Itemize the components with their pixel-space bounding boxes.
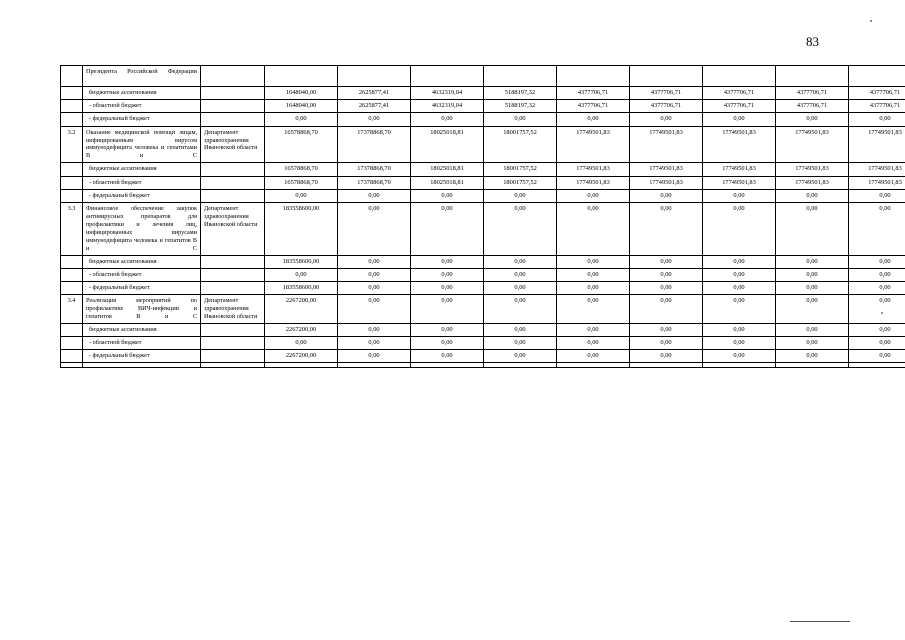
- row-value-cell: 2267200,00: [265, 295, 338, 324]
- table-row: [61, 255, 905, 268]
- row-value-cell: 0,00: [557, 350, 630, 363]
- row-value-cell: 0,00: [776, 189, 849, 202]
- table-row: [61, 113, 905, 126]
- row-number-cell: [61, 87, 83, 100]
- row-value-cell: 17749501,83: [557, 176, 630, 189]
- row-value-cell: [557, 363, 630, 368]
- row-value-cell: 0,00: [338, 337, 411, 350]
- table-row: [61, 350, 905, 363]
- row-department-cell: [201, 268, 265, 281]
- row-value-cell: [411, 363, 484, 368]
- row-value-cell: 0,00: [411, 189, 484, 202]
- row-value-cell: 0,00: [411, 295, 484, 324]
- table-row: [61, 87, 905, 100]
- table-row: [61, 202, 905, 255]
- row-value-cell: 0,00: [849, 202, 905, 255]
- row-department-cell: Департамент здравоохранения Ивановской области: [201, 202, 265, 255]
- row-value-cell: 1648040,00: [265, 87, 338, 100]
- row-department-cell: [201, 176, 265, 189]
- row-value-cell: 0,00: [411, 255, 484, 268]
- row-value-cell: 183558600,00: [265, 255, 338, 268]
- row-value-cell: 0,00: [849, 323, 905, 336]
- budget-table: [60, 65, 905, 368]
- row-value-cell: 4377706,71: [776, 87, 849, 100]
- row-value-cell: 0,00: [703, 268, 776, 281]
- row-value-cell: 0,00: [776, 113, 849, 126]
- row-value-cell: 0,00: [557, 202, 630, 255]
- row-value-cell: 0,00: [849, 268, 905, 281]
- row-value-cell: 0,00: [338, 113, 411, 126]
- row-value-cell: 0,00: [557, 255, 630, 268]
- row-value-cell: 0,00: [265, 189, 338, 202]
- row-department-cell: [201, 337, 265, 350]
- row-department-cell: [201, 350, 265, 363]
- row-value-cell: 0,00: [703, 281, 776, 294]
- row-number-cell: [61, 113, 83, 126]
- row-value-cell: 17749501,83: [703, 176, 776, 189]
- row-value-cell: 0,00: [776, 323, 849, 336]
- row-value-cell: 183558600,00: [265, 281, 338, 294]
- row-value-cell: 0,00: [411, 281, 484, 294]
- row-value-cell: 4377706,71: [776, 100, 849, 113]
- row-value-cell: 17749501,83: [776, 176, 849, 189]
- row-value-cell: 17749501,83: [557, 126, 630, 163]
- row-number-cell: [61, 176, 83, 189]
- row-value-cell: 18001757,52: [484, 126, 557, 163]
- row-value-cell: 17749501,83: [630, 176, 703, 189]
- row-value-cell: 16578868,70: [265, 163, 338, 176]
- row-value-cell: 0,00: [776, 350, 849, 363]
- row-number-cell: 3.3: [61, 202, 83, 255]
- row-value-cell: [703, 66, 776, 87]
- row-number-cell: [61, 100, 83, 113]
- row-value-cell: 0,00: [630, 255, 703, 268]
- page-number: 83: [806, 34, 819, 49]
- row-value-cell: 0,00: [338, 202, 411, 255]
- row-value-cell: 18025018,81: [411, 176, 484, 189]
- row-value-cell: 0,00: [484, 202, 557, 255]
- row-value-cell: 0,00: [484, 255, 557, 268]
- row-value-cell: 0,00: [849, 189, 905, 202]
- row-value-cell: 0,00: [703, 255, 776, 268]
- row-value-cell: [703, 363, 776, 368]
- row-value-cell: 0,00: [557, 295, 630, 324]
- row-value-cell: [484, 66, 557, 87]
- row-value-cell: 4632319,04: [411, 87, 484, 100]
- row-value-cell: [849, 66, 905, 87]
- row-value-cell: 0,00: [849, 337, 905, 350]
- row-value-cell: 0,00: [703, 337, 776, 350]
- row-value-cell: 0,00: [776, 337, 849, 350]
- row-name-cell: бюджетные ассигнования: [83, 255, 201, 268]
- row-value-cell: 16578868,70: [265, 176, 338, 189]
- row-value-cell: 4377706,71: [849, 100, 905, 113]
- row-value-cell: 0,00: [484, 281, 557, 294]
- table-row: [61, 126, 905, 163]
- row-value-cell: 0,00: [703, 350, 776, 363]
- row-value-cell: 0,00: [411, 337, 484, 350]
- row-value-cell: 0,00: [703, 189, 776, 202]
- row-department-cell: [201, 113, 265, 126]
- row-value-cell: 0,00: [484, 189, 557, 202]
- row-name-cell: - федеральный бюджет: [83, 189, 201, 202]
- row-value-cell: 0,00: [484, 113, 557, 126]
- table-row: [61, 323, 905, 336]
- row-value-cell: 17749501,83: [849, 176, 905, 189]
- table-row: [61, 163, 905, 176]
- row-value-cell: 0,00: [849, 295, 905, 324]
- row-number-cell: 3.4: [61, 295, 83, 324]
- row-value-cell: 0,00: [630, 350, 703, 363]
- row-value-cell: [411, 66, 484, 87]
- row-value-cell: 0,00: [411, 268, 484, 281]
- row-value-cell: 0,00: [338, 350, 411, 363]
- row-value-cell: 0,00: [776, 202, 849, 255]
- row-value-cell: 0,00: [557, 337, 630, 350]
- row-value-cell: 0,00: [776, 255, 849, 268]
- table-row: [61, 268, 905, 281]
- row-department-cell: [201, 323, 265, 336]
- row-value-cell: 0,00: [265, 337, 338, 350]
- row-value-cell: 0,00: [630, 337, 703, 350]
- row-value-cell: [630, 66, 703, 87]
- row-department-cell: [201, 281, 265, 294]
- row-value-cell: 0,00: [630, 281, 703, 294]
- row-value-cell: 0,00: [484, 268, 557, 281]
- table-row: [61, 363, 905, 368]
- row-value-cell: 4377706,71: [703, 87, 776, 100]
- row-number-cell: [61, 323, 83, 336]
- row-name-cell: - областной бюджет: [83, 268, 201, 281]
- row-value-cell: 0,00: [703, 323, 776, 336]
- table-row: [61, 337, 905, 350]
- row-value-cell: 16578868,70: [265, 126, 338, 163]
- row-value-cell: 4377706,71: [849, 87, 905, 100]
- row-value-cell: 0,00: [338, 255, 411, 268]
- row-value-cell: 0,00: [484, 295, 557, 324]
- row-name-cell: - областной бюджет: [83, 337, 201, 350]
- row-value-cell: 17749501,83: [776, 126, 849, 163]
- row-name-cell: Президента Российской Федерации: [83, 66, 201, 87]
- row-name-cell: Оказание медицинской помощи лицам, инфицированным вирусом иммунодефицита человека и гепатитами B и C: [83, 126, 201, 163]
- row-name-cell: [83, 363, 201, 368]
- row-value-cell: [265, 363, 338, 368]
- row-value-cell: 0,00: [265, 113, 338, 126]
- row-name-cell: бюджетные ассигнования: [83, 323, 201, 336]
- row-value-cell: 4377706,71: [703, 100, 776, 113]
- row-value-cell: 5188197,32: [484, 100, 557, 113]
- row-value-cell: 0,00: [557, 113, 630, 126]
- row-value-cell: 17749501,83: [557, 163, 630, 176]
- row-value-cell: [630, 363, 703, 368]
- row-value-cell: 17749501,83: [630, 163, 703, 176]
- table-body: [61, 66, 905, 368]
- row-value-cell: 17749501,83: [703, 126, 776, 163]
- row-value-cell: 0,00: [557, 189, 630, 202]
- row-department-cell: Департамент здравоохранения Ивановской области: [201, 295, 265, 324]
- row-number-cell: [61, 163, 83, 176]
- row-name-cell: Финансовое обеспечение закупок антивирусных препаратов для профилактики и лечения лиц, инфицированных вирусами иммунодефицита человека и гепатитов B и C: [83, 202, 201, 255]
- row-value-cell: 183558600,00: [265, 202, 338, 255]
- row-value-cell: 0,00: [557, 268, 630, 281]
- row-value-cell: 17378868,70: [338, 126, 411, 163]
- row-value-cell: 0,00: [630, 323, 703, 336]
- row-value-cell: 2625877,41: [338, 87, 411, 100]
- row-value-cell: 17378868,70: [338, 163, 411, 176]
- row-value-cell: 0,00: [338, 189, 411, 202]
- row-number-cell: [61, 363, 83, 368]
- row-number-cell: [61, 268, 83, 281]
- row-value-cell: 18001757,52: [484, 163, 557, 176]
- row-value-cell: 1648040,00: [265, 100, 338, 113]
- row-department-cell: [201, 100, 265, 113]
- row-value-cell: 0,00: [338, 281, 411, 294]
- row-number-cell: [61, 189, 83, 202]
- row-value-cell: 0,00: [411, 113, 484, 126]
- row-value-cell: [776, 66, 849, 87]
- row-value-cell: 0,00: [630, 268, 703, 281]
- row-value-cell: 0,00: [630, 295, 703, 324]
- row-value-cell: 4377706,71: [557, 100, 630, 113]
- row-name-cell: бюджетные ассигнования: [83, 87, 201, 100]
- row-number-cell: 3.2: [61, 126, 83, 163]
- row-number-cell: [61, 255, 83, 268]
- row-value-cell: 0,00: [557, 281, 630, 294]
- row-value-cell: 4377706,71: [630, 100, 703, 113]
- row-name-cell: - федеральный бюджет: [83, 113, 201, 126]
- row-number-cell: [61, 337, 83, 350]
- row-value-cell: 0,00: [849, 350, 905, 363]
- row-value-cell: 0,00: [849, 113, 905, 126]
- row-value-cell: 0,00: [849, 255, 905, 268]
- row-department-cell: Департамент здравоохранения Ивановской области: [201, 126, 265, 163]
- table-row: [61, 295, 905, 324]
- row-value-cell: 2625877,41: [338, 100, 411, 113]
- row-value-cell: 0,00: [849, 281, 905, 294]
- row-name-cell: - областной бюджет: [83, 176, 201, 189]
- row-value-cell: 0,00: [338, 268, 411, 281]
- row-value-cell: 0,00: [265, 268, 338, 281]
- row-value-cell: 0,00: [411, 323, 484, 336]
- row-value-cell: 17749501,83: [849, 163, 905, 176]
- table-row: [61, 281, 905, 294]
- printer-mark-bottom-right: [790, 621, 850, 622]
- row-value-cell: 0,00: [411, 350, 484, 363]
- row-value-cell: 0,00: [776, 281, 849, 294]
- row-value-cell: 4377706,71: [557, 87, 630, 100]
- row-department-cell: [201, 363, 265, 368]
- row-value-cell: 0,00: [703, 202, 776, 255]
- row-value-cell: 17749501,83: [703, 163, 776, 176]
- row-value-cell: 0,00: [630, 202, 703, 255]
- row-value-cell: [338, 363, 411, 368]
- table-row: [61, 66, 905, 87]
- row-value-cell: 0,00: [338, 323, 411, 336]
- row-name-cell: - федеральный бюджет: [83, 350, 201, 363]
- row-name-cell: Реализация мероприятий по профилактике ВИЧ-инфекции и гепатитов B и C: [83, 295, 201, 324]
- row-value-cell: [557, 66, 630, 87]
- row-value-cell: 0,00: [484, 323, 557, 336]
- row-value-cell: 0,00: [703, 113, 776, 126]
- row-value-cell: [776, 363, 849, 368]
- row-value-cell: [849, 363, 905, 368]
- row-value-cell: 0,00: [411, 202, 484, 255]
- row-value-cell: 0,00: [776, 295, 849, 324]
- row-value-cell: 0,00: [484, 337, 557, 350]
- row-number-cell: [61, 350, 83, 363]
- printer-mark-top-right: [870, 20, 872, 22]
- row-value-cell: 4377706,71: [630, 87, 703, 100]
- row-name-cell: - областной бюджет: [83, 100, 201, 113]
- table-row: [61, 176, 905, 189]
- table-row: [61, 100, 905, 113]
- row-value-cell: 17378868,70: [338, 176, 411, 189]
- row-name-cell: - федеральный бюджет: [83, 281, 201, 294]
- row-value-cell: 17749501,83: [630, 126, 703, 163]
- row-value-cell: 5188197,32: [484, 87, 557, 100]
- row-department-cell: [201, 66, 265, 87]
- row-number-cell: [61, 281, 83, 294]
- row-value-cell: 17749501,83: [776, 163, 849, 176]
- row-value-cell: [265, 66, 338, 87]
- row-value-cell: [484, 363, 557, 368]
- row-department-cell: [201, 163, 265, 176]
- row-value-cell: [338, 66, 411, 87]
- row-department-cell: [201, 255, 265, 268]
- row-department-cell: [201, 189, 265, 202]
- row-value-cell: 18001757,52: [484, 176, 557, 189]
- row-value-cell: 18025018,81: [411, 126, 484, 163]
- row-value-cell: 18025018,81: [411, 163, 484, 176]
- row-value-cell: 4632319,04: [411, 100, 484, 113]
- row-department-cell: [201, 87, 265, 100]
- row-value-cell: 0,00: [338, 295, 411, 324]
- row-value-cell: 0,00: [776, 268, 849, 281]
- row-value-cell: 0,00: [630, 113, 703, 126]
- row-value-cell: 0,00: [484, 350, 557, 363]
- row-value-cell: 0,00: [557, 323, 630, 336]
- row-value-cell: 0,00: [703, 295, 776, 324]
- row-value-cell: 2267200,00: [265, 350, 338, 363]
- row-value-cell: 0,00: [630, 189, 703, 202]
- row-name-cell: бюджетные ассигнования: [83, 163, 201, 176]
- table-row: [61, 189, 905, 202]
- row-value-cell: 2267200,00: [265, 323, 338, 336]
- row-value-cell: 17749501,83: [849, 126, 905, 163]
- row-number-cell: [61, 66, 83, 87]
